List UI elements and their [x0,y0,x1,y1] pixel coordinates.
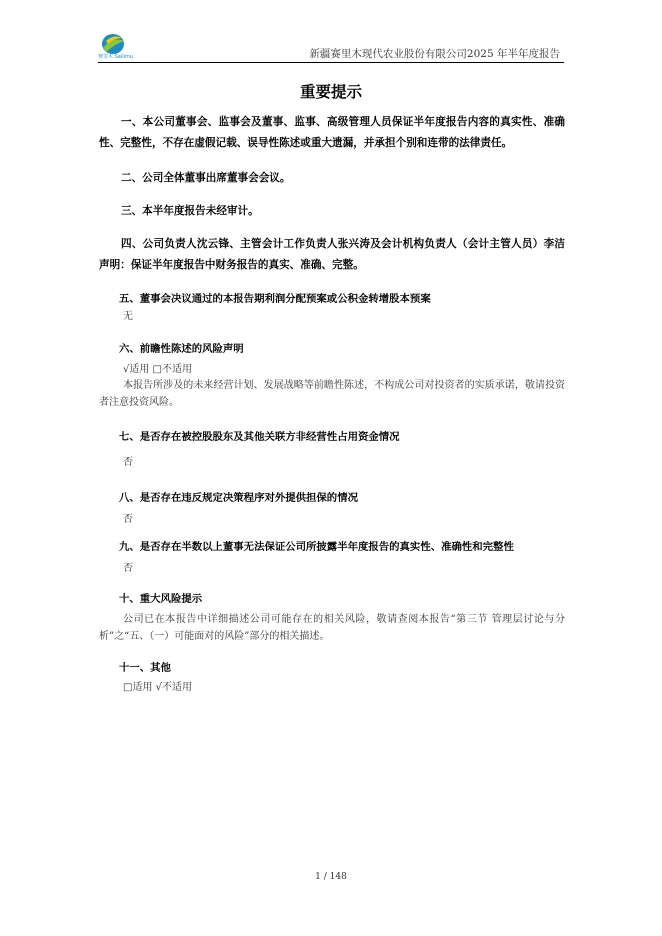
section-5-value: 无 [123,311,133,322]
section-7-value: 否 [123,457,133,468]
section-11-option: □适用 √不适用 [123,682,192,693]
section-6-title: 六、前瞻性陈述的风险声明 [119,343,244,355]
section-8-value: 否 [123,514,133,525]
statement-3: 三、本半年度报告未经审计。 [121,205,259,217]
document-title: 重要提示 [299,83,362,101]
page-header [98,26,564,63]
section-8-title: 八、是否存在违反规定决策程序对外提供担保的情况 [119,492,358,504]
statement-2: 二、公司全体董事出席董事会会议。 [121,172,291,184]
section-7-title: 七、是否存在被控股股东及其他关联方非经营性占用资金情况 [119,431,400,443]
page-number: 1 / 148 [315,872,347,882]
section-5-title: 五、董事会决议通过的本报告期利润分配预案或公积金转增股本预案 [119,293,431,305]
logo-text: 赛里木 Sailimu [98,54,134,60]
section-9-title: 九、是否存在半数以上董事无法保证公司所披露半年度报告的真实性、准确性和完整性 [119,541,514,553]
section-10-text: 公司已在本报告中详细描述公司可能存在的相关风险，敬请查阅本报告“第三节 管理层讨论与分析”之“五、（一）可能面对的风险”部分的相关描述。 [99,614,565,642]
section-11-title: 十一、其他 [119,662,171,674]
document-body [99,112,565,697]
section-6-text: 本报告所涉及的未来经营计划、发展战略等前瞻性陈述，不构成公司对投资者的实质承诺，敬请投资者注意投资风险。 [99,380,565,408]
statement-4: 四、公司负责人沈云锋、主管会计工作负责人张兴涛及会计机构负责人（会计主管人员）李洁声明：保证半年度报告中财务报告的真实、准确、完整。 [99,238,565,271]
section-6-option: √适用 □不适用 [123,364,192,375]
statement-1: 一、本公司董事会、监事会及董事、监事、高级管理人员保证半年度报告内容的真实性、准确性、完整性，不存在虚假记载、误导性陈述或重大遗漏，并承担个别和连带的法律责任。 [99,116,565,149]
section-10-title: 十、重大风险提示 [119,593,203,605]
header-title: 新疆赛里木现代农业股份有限公司2025 年半年度报告 [309,48,560,60]
section-9-value: 否 [123,563,133,574]
